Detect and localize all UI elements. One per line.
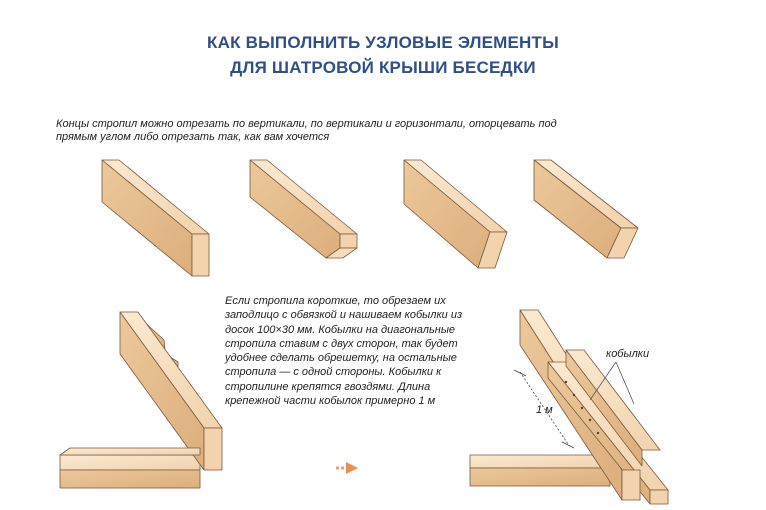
arrow-icon: [336, 462, 358, 474]
description-line: стропилине крепятся гвоздями. Длина: [225, 380, 431, 393]
description-line: крепежной части кобылок примерно 1 м: [225, 395, 436, 408]
description-line: стропила ставим с двух сторон, так будет: [225, 337, 458, 350]
description-line: досок 100×30 мм. Кобылки на диагональные: [225, 323, 456, 336]
rafter-on-top-plate: [60, 312, 222, 488]
description-line: заподлицо с обвязкой и нашиваем кобылки из: [225, 309, 463, 322]
rafter-end-square-cut: [102, 160, 209, 276]
title-line-2: ДЛЯ ШАТРОВОЙ КРЫШИ БЕСЕДКИ: [230, 58, 536, 77]
intro-line-1: Концы стропил можно отрезать по вертикали, по вертикали и горизонтали, оторцевать под: [56, 118, 557, 130]
length-label: 1 м: [536, 404, 553, 416]
kobylki-description: [225, 294, 525, 408]
kobylki-label: кобылки: [606, 348, 650, 360]
rafter-end-vertical-horizontal-cut: [250, 160, 357, 258]
description-line: стропила — с одной стороны. Кобылки к: [225, 366, 442, 379]
title-line-1: КАК ВЫПОЛНИТЬ УЗЛОВЫЕ ЭЛЕМЕНТЫ: [207, 33, 559, 52]
rafter-end-perpendicular-cut: [534, 160, 638, 258]
intro-line-2: прямым углом либо отрезать так, как вам хочется: [56, 131, 330, 143]
description-line: удобнее сделать обрешетку, на остальные: [225, 352, 457, 365]
description-line: Если стропила короткие, то обрезаем их: [225, 295, 446, 307]
rafter-end-angled-cut: [404, 160, 507, 268]
